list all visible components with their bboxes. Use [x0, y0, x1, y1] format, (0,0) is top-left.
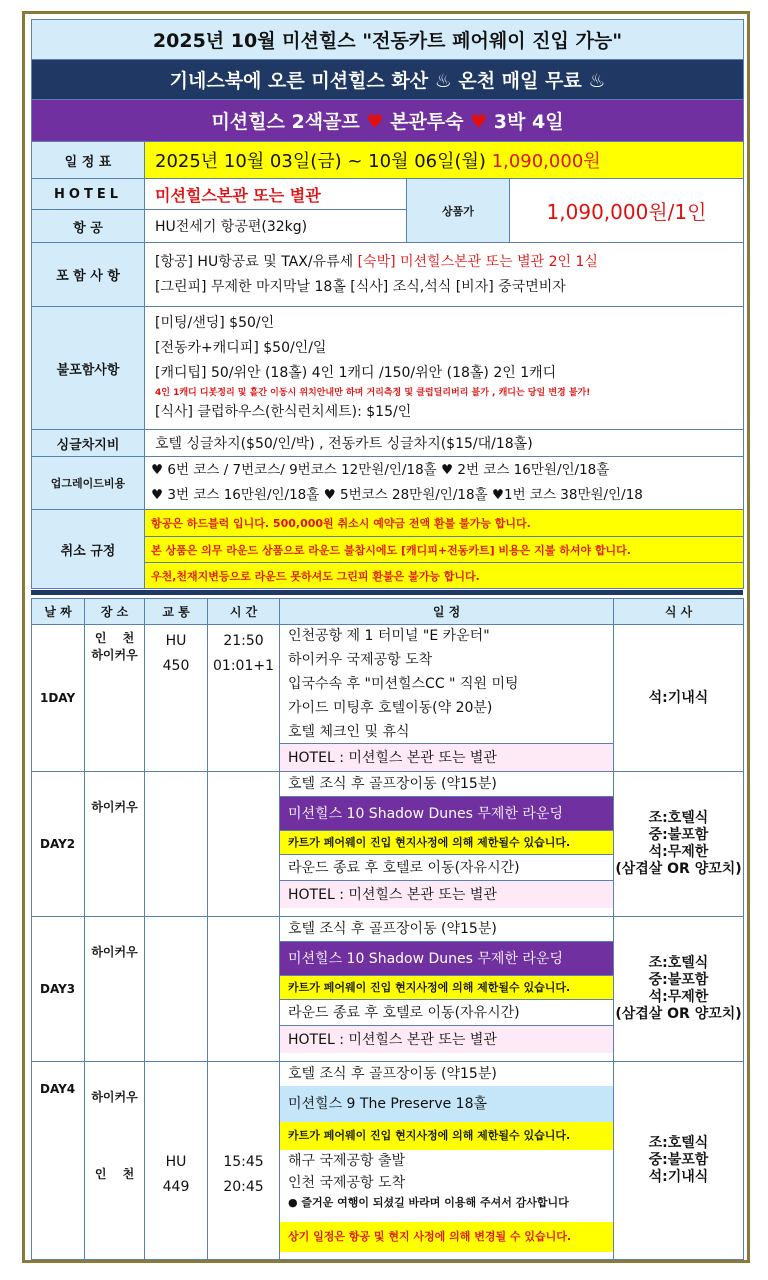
meal: [614, 772, 744, 917]
event-hotel: HOTEL : 미션힐스 본관 또는 별관: [280, 743, 613, 771]
place-a: 하이커우: [91, 1090, 138, 1104]
time: [208, 625, 280, 772]
day-label: DAY2: [32, 772, 85, 917]
event: 인천공항 제 1 터미널 "E 카운터": [288, 628, 490, 644]
cancel-rule: 본 상품은 의무 라운드 상품으로 라운드 불참시에도 [캐디피+전동카트] 비용은 지불 하셔야 합니다.: [145, 537, 744, 563]
flight-carrier: HU: [165, 633, 187, 649]
meal-item: 중:불포함: [648, 972, 709, 988]
excluded-item: [캐디팁] 50/위안 (18홀) 4인 1캐디 /150/위안 (18홀) 2인 1캐디: [155, 365, 557, 381]
meal: [614, 917, 744, 1062]
time: [208, 772, 280, 917]
event: 해구 국제공항 출발: [288, 1153, 406, 1169]
event: 입국수속 후 "미션힐스CC " 직원 미팅: [288, 676, 519, 692]
event: 라운드 종료 후 호텔로 이동(자유시간): [280, 854, 613, 880]
meal-item: (삼겹살 OR 양꼬치): [615, 861, 742, 877]
transport: [145, 625, 208, 772]
cancel-rule: 우천,천재지변등으로 라운드 못하셔도 그린피 환불은 불가능 합니다.: [145, 563, 744, 589]
air-label: 항 공: [32, 210, 145, 243]
events: [280, 772, 614, 917]
col-itinerary: 일 정: [280, 599, 614, 625]
meal-item: 석:무제한: [648, 844, 709, 860]
price-value: 1,090,000원/1인: [510, 179, 744, 243]
page-title: 2025년 10월 미션힐스 "전동카트 페어웨이 진입 가능": [32, 20, 744, 60]
col-transport: 교 통: [145, 599, 208, 625]
day-label: DAY3: [32, 917, 85, 1062]
meal-item: 석:기내식: [648, 689, 709, 706]
event: 가이드 미팅후 호텔이동(약 20분): [288, 700, 493, 716]
schedule-table: [31, 598, 744, 1260]
events: [280, 625, 614, 772]
place: 하이커우: [85, 917, 145, 1062]
cancel-rule: 항공은 하드블럭 입니다. 500,000원 취소시 예약금 전액 환불 불가능 합니다.: [145, 510, 744, 537]
flight-number: 449: [162, 1179, 190, 1195]
meal: [614, 625, 744, 772]
tagline-c: 3박 4일: [493, 111, 564, 133]
col-date: 날 짜: [32, 599, 85, 625]
event-hotel: HOTEL : 미션힐스 본관 또는 별관: [280, 1025, 613, 1053]
event-notice: 카트가 페어웨이 진입 현지사정에 의해 제한될수 있습니다.: [280, 975, 613, 999]
included-hotel: [숙박] 미션힐스본관 또는 별관 2인 1실: [357, 253, 598, 270]
transport: [145, 1062, 208, 1260]
events: [280, 1062, 614, 1260]
schedule-price: 1,090,000원: [491, 151, 601, 172]
meal: [614, 1062, 744, 1260]
place-b: 하이커우: [91, 648, 138, 662]
event: 호텔 체크인 및 휴식: [288, 724, 410, 740]
excluded-item: [전동카+캐디피] $50/인/일: [155, 340, 327, 356]
flight-number: 450: [162, 658, 190, 674]
col-time: 시 간: [208, 599, 280, 625]
meal-item: 중:불포함: [648, 1152, 709, 1168]
meal-item: 조:호텔식: [648, 1135, 709, 1151]
hotel-label: HOTEL: [32, 179, 145, 210]
subtitle: 기네스북에 오른 미션힐스 화산 ♨ 온천 매일 무료 ♨: [32, 60, 744, 100]
day-row: [32, 625, 744, 772]
event: 인천 국제공항 도착: [288, 1175, 406, 1191]
upgrade-value: [145, 457, 744, 510]
single-label: 싱글차지비: [32, 430, 145, 457]
time-b: 01:01+1: [213, 658, 274, 674]
event: 호텔 조식 후 골프장이동 (약15분): [288, 776, 497, 792]
excluded-value: [145, 307, 744, 430]
excluded-label: 불포함사항: [32, 307, 145, 430]
price-label: 상품가: [407, 179, 510, 243]
meal-item: (삼겹살 OR 양꼬치): [615, 1006, 742, 1022]
excluded-item: [미팅/샌딩] $50/인: [155, 315, 275, 331]
event-round: 미션힐스 9 The Preserve 18홀: [280, 1086, 613, 1122]
tagline-b: 본관투숙: [390, 111, 464, 133]
included-air: [항공] HU항공료 및 TAX/유류세: [155, 253, 358, 270]
hotel-value: 미션힐스본관 또는 별관: [145, 179, 407, 210]
air-value: HU전세기 항공편(32kg): [145, 210, 407, 243]
event-round: 미션힐스 10 Shadow Dunes 무제한 라운딩: [280, 941, 613, 975]
event-notice: 카트가 페어웨이 진입 현지사정에 의해 제한될수 있습니다.: [280, 830, 613, 854]
itinerary-document: [22, 11, 750, 1263]
single-value: 호텔 싱글차지($50/인/박) , 전동카트 싱글차지($15/대/18홀): [145, 430, 744, 457]
upgrade-line: ♥ 3번 코스 16만원/인/18홀 ♥ 5번코스 28만원/인/18홀 ♥1번 코스 38만원/인/18: [151, 487, 643, 503]
schedule-value: [145, 142, 744, 179]
col-place: 장 소: [85, 599, 145, 625]
flight-carrier: HU: [165, 1154, 187, 1170]
time-a: 15:45: [223, 1154, 264, 1170]
transport: [145, 772, 208, 917]
event-hotel: HOTEL : 미션힐스 본관 또는 별관: [280, 880, 613, 908]
event: 호텔 조식 후 골프장이동 (약15분): [288, 921, 497, 937]
day-row: [32, 1062, 744, 1260]
place: 하이커우: [85, 772, 145, 917]
upgrade-label: 업그레이드비용: [32, 457, 145, 510]
heart-icon: ♥: [366, 111, 384, 133]
event-disclaimer: 상기 일정은 항공 및 현지 사정에 의해 변경될 수 있습니다.: [280, 1222, 613, 1252]
place: [85, 1062, 145, 1260]
day-label: DAY4: [32, 1062, 85, 1260]
included-other: [그린피] 무제한 마지막날 18홀 [식사] 조식,석식 [비자] 중국면비자: [155, 278, 566, 295]
summary-table: [31, 19, 744, 589]
place-a: 인 천: [94, 631, 135, 645]
day-row: [32, 772, 744, 917]
time: [208, 917, 280, 1062]
cancel-label: 취소 규정: [32, 510, 145, 589]
col-meal: 식 사: [614, 599, 744, 625]
event: 라운드 종료 후 호텔로 이동(자유시간): [280, 999, 613, 1025]
excluded-note: 4인 1캐디 디봇정리 및 홀간 이동시 위치안내만 하며 거리측정 및 클럽딜리버리 불가 , 캐디는 당일 변경 불가!: [155, 388, 591, 398]
event-round: 미션힐스 10 Shadow Dunes 무제한 라운딩: [280, 796, 613, 830]
day-row: [32, 917, 744, 1062]
heart-icon: ♥: [470, 111, 488, 133]
time: [208, 1062, 280, 1260]
meal-item: 석:무제한: [648, 989, 709, 1005]
included-label: 포 함 사 항: [32, 243, 145, 307]
included-value: [145, 243, 744, 307]
tagline-a: 미션힐스 2색골프: [211, 111, 360, 133]
time-b: 20:45: [223, 1179, 264, 1195]
upgrade-line: ♥ 6번 코스 / 7번코스/ 9번코스 12만원/인/18홀 ♥ 2번 코스 16만원/인/18홀: [151, 462, 610, 478]
time-a: 21:50: [223, 633, 264, 649]
events: [280, 917, 614, 1062]
section-divider: [31, 590, 743, 595]
schedule-label: 일 정 표: [32, 142, 145, 179]
place-b: 인 천: [94, 1167, 135, 1181]
excluded-item: [식사] 클럽하우스(한식런치세트): $15/인: [155, 404, 412, 420]
schedule-dates: 2025년 10월 03일(금) ~ 10월 06일(월): [155, 151, 486, 172]
meal-item: 조:호텔식: [648, 955, 709, 971]
day-label: 1DAY: [32, 625, 85, 772]
meal-item: 석:기내식: [648, 1169, 709, 1185]
transport: [145, 917, 208, 1062]
event-notice: 카트가 페어웨이 진입 현지사정에 의해 제한될수 있습니다.: [280, 1122, 613, 1150]
meal-item: 조:호텔식: [648, 810, 709, 826]
event-thanks: ● 즐거운 여행이 되셨길 바라며 이용해 주셔서 감사합니다: [288, 1196, 569, 1209]
event: 호텔 조식 후 골프장이동 (약15분): [288, 1066, 497, 1082]
meal-item: 중:불포함: [648, 827, 709, 843]
tagline: [32, 100, 744, 142]
place: [85, 625, 145, 772]
event: 하이커우 국제공항 도착: [288, 652, 433, 668]
